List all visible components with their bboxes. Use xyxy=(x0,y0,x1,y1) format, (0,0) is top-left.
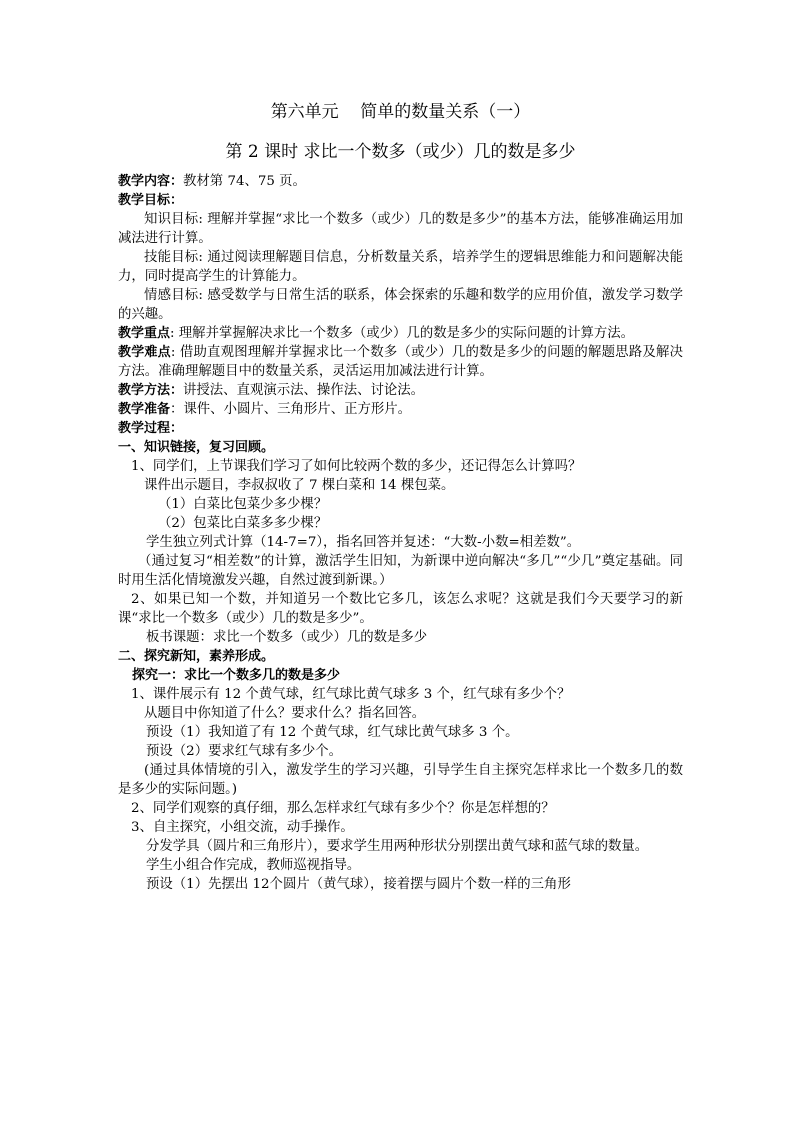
section-1-question: （2）包菜比白菜多多少棵？ xyxy=(158,516,328,531)
section-2-paragraph: 1、课件展示有 12 个黄气球，红气球比黄气球多 3 个，红气球有多少个？ xyxy=(131,687,571,702)
section-2-paragraph: 预设（1）我知道了有 12 个黄气球，红气球比黄气球多 3 个。 xyxy=(146,725,519,740)
goal-emotion: 情感目标: 感受数学与日常生活的联系，体会探索的乐趣和数学的应用价值，激发学习数学的兴趣。 xyxy=(118,288,683,322)
section-2-paragraph: 学生小组合作完成，教师巡视指导。 xyxy=(146,858,361,873)
section-1-paragraph: 板书课题：求比一个数多（或少）几的数是多少 xyxy=(146,630,428,645)
teaching-goals-label: 教学目标： xyxy=(118,193,184,208)
teaching-method: 教学方法：讲授法、直观演示法、操作法、讨论法。 xyxy=(118,383,425,398)
section-2-heading: 二、探究新知，素养形成。 xyxy=(118,649,275,664)
unit-title: 第六单元 简单的数量关系（一） xyxy=(270,102,531,122)
section-1-paragraph: 1、同学们，上节课我们学习了如何比较两个数的多少，还记得怎么计算吗？ xyxy=(131,459,582,474)
teaching-key-point: 教学重点: 理解并掌握解决求比一个数多（或少）几的数是多少的实际问题的计算方法。 xyxy=(118,326,635,341)
section-1-question: （1）白菜比包菜少多少棵？ xyxy=(158,497,328,512)
section-2-paragraph: 从题目中你知道了什么？要求什么？指名回答。 xyxy=(144,706,426,721)
section-1-paragraph: 课件出示题目，李叔叔收了 7 棵白菜和 14 棵包菜。 xyxy=(144,478,455,493)
section-2-paragraph: 分发学具（圆片和三角形片），要求学生用两种形状分别摆出黄气球和蓝气球的数量。 xyxy=(146,839,649,854)
goal-skill: 技能目标: 通过阅读理解题目信息，分析数量关系，培养学生的逻辑思维能力和问题解决能力，同时提高学生的计算能力。 xyxy=(118,250,683,284)
explore-1-heading: 探究一：求比一个数多几的数是多少 xyxy=(132,668,341,683)
goal-knowledge: 知识目标: 理解并掌握“求比一个数多（或少）几的数是多少”的基本方法，能够准确运用加减法进行计算。 xyxy=(118,212,683,246)
lesson-title: 第 2 课时 求比一个数多（或少）几的数是多少 xyxy=(225,142,576,162)
section-1-note: （通过复习“相差数”的计算，激活学生旧知，为新课中逆向解决“多几”“少几”奠定基础。同时用生活化情境激发兴趣，自然过渡到新课。） xyxy=(118,554,683,588)
content-label: 教学内容： xyxy=(118,174,184,189)
section-1-heading: 一、知识链接，复习回顾。 xyxy=(118,440,275,455)
section-1-paragraph: 学生独立列式计算（14-7=7），指名回答并复述：“大数-小数=相差数”。 xyxy=(146,535,581,550)
section-2-note: (通过具体情境的引入，激发学生的学习兴趣，引导学生自主探究怎样求比一个数多几的数是多少的实际问题。) xyxy=(118,763,683,797)
teaching-content xyxy=(118,172,683,191)
teaching-preparation: 教学准备：课件、小圆片、三角形片、正方形片。 xyxy=(118,402,412,417)
section-1-paragraph: 2、如果已知一个数，并知道另一个数比它多几，该怎么求呢？这就是我们今天要学习的新课“求比一个数多（或少）几的数是多少”。 xyxy=(118,592,683,626)
teaching-process-label: 教学过程： xyxy=(118,421,184,436)
teaching-difficulty: 教学难点: 借助直观图理解并掌握求比一个数多（或少）几的数是多少的问题的解题思路及解决方法。准确理解题目中的数量关系，灵活运用加减法进行计算。 xyxy=(118,345,683,379)
content-text: 教材第 74、75 页。 xyxy=(183,174,306,189)
section-2-paragraph: 3、自主探究，小组交流，动手操作。 xyxy=(131,820,354,835)
document-page xyxy=(118,100,683,894)
section-2-paragraph: 2、同学们观察的真仔细，那么怎样求红气球有多少个？你是怎样想的？ xyxy=(131,801,555,816)
section-2-paragraph: 预设（1）先摆出 12个圆片（黄气球），接着摆与圆片个数一样的三角形 xyxy=(146,877,571,892)
section-2-paragraph: 预设（2）要求红气球有多少个。 xyxy=(146,744,342,759)
